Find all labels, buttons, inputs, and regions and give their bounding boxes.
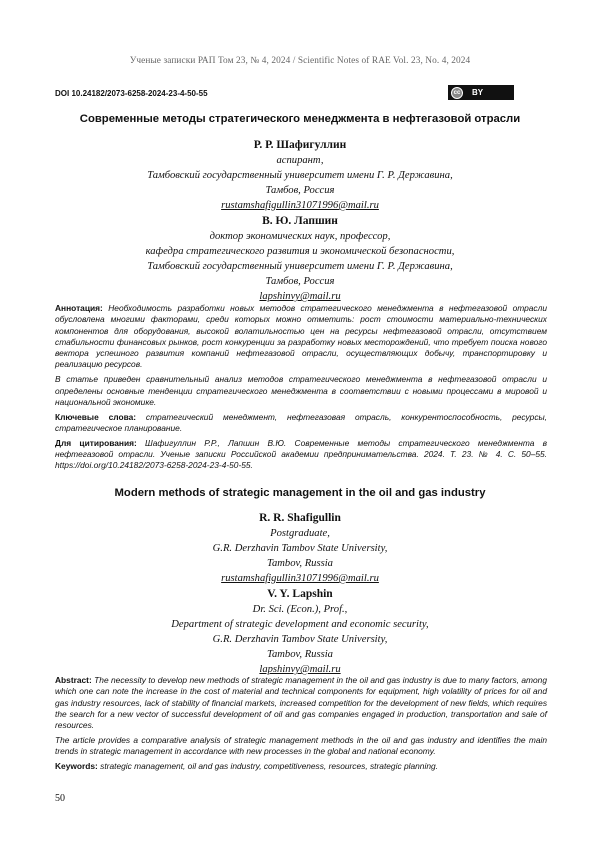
en-abstract-label: Abstract: [55,675,92,685]
ru-abstract-paragraph-2: В статье приведен сравнительный анализ методов стратегического менеджмента в нефтегазовой отрасли и определены основные тенденции стратегического менеджмента в соответствии с новыми процессами в мировой и национальной экономике. [55,374,547,407]
ru-author1-email[interactable]: rustamshafigullin31071996@mail.ru [221,200,379,211]
ru-abstract-label: Аннотация: [55,303,103,313]
ru-author1-university: Тамбовский государственный университет имени Г. Р. Державина, [147,170,453,181]
en-keywords-label: Keywords: [55,761,98,772]
ru-author1-name: Р. Р. Шафигуллин [253,139,347,151]
creative-commons-icon: cc [451,87,463,99]
en-author2-department: Department of strategic development and economic security, [171,619,429,630]
ru-author1-city: Тамбов, Россия [265,185,335,196]
en-author1-city: Tambov, Russia [267,558,333,569]
cc-by-license-badge[interactable] [448,85,514,100]
en-abstract-paragraph [55,675,547,731]
ru-citation-label: Для цитирования: [55,437,137,448]
en-author2-name: V. Y. Lapshin [267,588,333,600]
en-author1-name: R. R. Shafigullin [259,512,341,524]
ru-abstract-text: Необходимость разработки новых методов стратегического менеджмента в нефтегазовой отрасли обусловлена многими факторами, среди которых можно отметить: рост стоимости материально-технических компонентов для оборудования, высокой волатильностью цен на ресурсы нефтегазовой отрасли, отсутствием стабильности финансовых рынков, рост конкуренции за разработку новых месторождений, что требует поиска нового вектора успешного развития компаний нефтегазовой отрасли, осуществляющих добычу, транспортировку и реализацию ресурсов. [55,303,547,370]
ru-keywords [55,412,547,435]
en-abstract-paragraph-2: The article provides a comparative analysis of strategic management methods in the oil and gas industry and identifies the main trends in strategic management in accordance with new processes in the global and national economy. [55,734,547,757]
license-by-label: BY [472,88,484,97]
page-number: 50 [55,793,65,804]
en-author2-email[interactable]: lapshinvy@mail.ru [259,664,341,675]
ru-author2-city: Тамбов, Россия [265,276,335,287]
en-author1-position: Postgraduate, [270,528,330,539]
en-author2-block [0,586,600,677]
ru-citation-text: Шафигуллин Р.Р., Лапшин В.Ю. Современные методы стратегического менеджмента в нефтегазовой отрасли. Ученые записки Российской академии предпринимательства. 2024. Т. 23. № 4. С. 50–55. https://doi.org/10.24182/2073-6258-2024-23-4-50-55. [55,437,548,471]
ru-keywords-text: стратегический менеджмент, нефтегазовая отрасль, конкурентоспособность, ресурсы, стратегическое планирование. [55,411,547,433]
en-keywords [55,761,547,772]
en-author2-city: Tambov, Russia [267,649,333,660]
en-abstract-block [55,675,547,776]
en-author2-university: G.R. Derzhavin Tambov State University, [212,634,388,645]
en-author1-university: G.R. Derzhavin Tambov State University, [212,543,388,554]
ru-author2-department: кафедра стратегического развития и экономической безопасности, [145,246,455,257]
ru-author2-university: Тамбовский государственный университет имени Г. Р. Державина, [147,261,453,272]
ru-citation [55,438,547,472]
ru-author2-degree: доктор экономических наук, профессор, [209,231,391,242]
ru-abstract-paragraph [55,303,547,371]
ru-abstract-block [55,303,547,475]
running-header: Ученые записки РАП Том 23, № 4, 2024 / Scientific Notes of RAE Vol. 23, No. 4, 2024 [129,56,471,66]
ru-author1-position: аспирант, [276,155,324,166]
doi-label: DOI 10.24182/2073-6258-2024-23-4-50-55 [55,89,208,98]
ru-keywords-label: Ключевые слова: [55,411,137,422]
en-author1-email[interactable]: rustamshafigullin31071996@mail.ru [221,573,379,584]
en-article-title: Modern methods of strategic management in the oil and gas industry [114,487,486,499]
en-abstract-text: The necessity to develop new methods of strategic management in the oil and gas industry is due to many factors, among which one can note the increase in the cost of material and technical components for equipment, high volatility of prices for oil and gas industry resources, lack of stability of financial markets, increased competition for the development of new fields, which requires the search for a new vector of successful development of oil and gas companies engaged in production, transportation and sale of resources. [55,675,547,731]
ru-author2-name: В. Ю. Лапшин [262,215,338,227]
ru-article-title: Современные методы стратегического менеджмента в нефтегазовой отрасли [79,113,521,125]
ru-author2-email[interactable]: lapshinvy@mail.ru [259,291,341,302]
ru-author1-block [0,137,600,213]
en-keywords-text: strategic management, oil and gas industry, competitiveness, resources, strategic planning. [97,761,438,772]
en-author1-block [0,510,600,586]
ru-author2-block [0,213,600,304]
en-author2-degree: Dr. Sci. (Econ.), Prof., [252,604,348,615]
